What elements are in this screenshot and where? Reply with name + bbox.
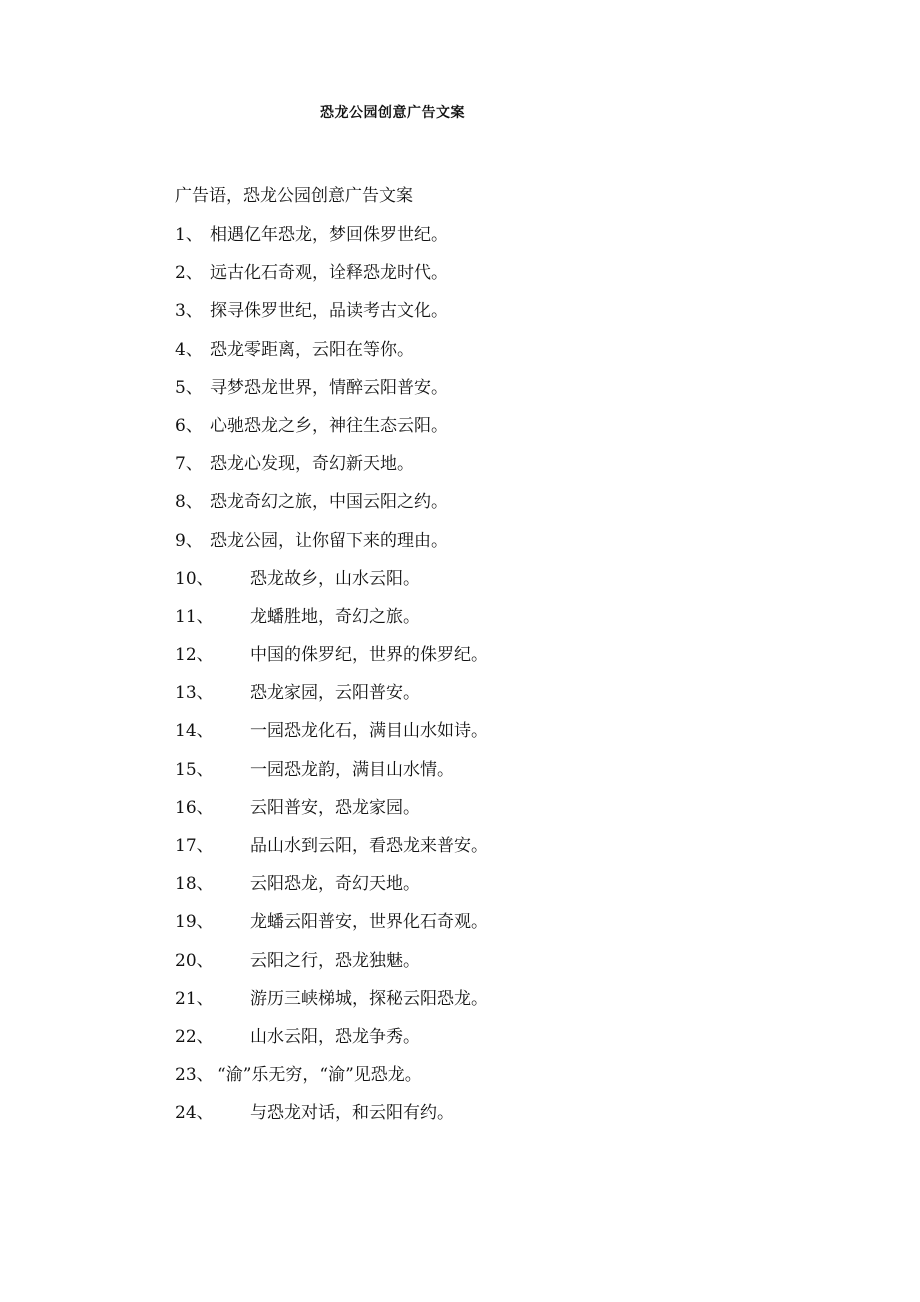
list-item [175,604,488,642]
item-text: 远古化石奇观，诠释恐龙时代。 [210,263,448,284]
list-item [175,757,488,795]
item-text: 一园恐龙韵，满目山水情。 [250,759,454,780]
item-text: 恐龙心发现，奇幻新天地。 [210,454,414,475]
item-text: 云阳之行，恐龙独魅。 [250,950,420,971]
item-text: 中国的侏罗纪，世界的侏罗纪。 [250,645,488,666]
item-text: 龙蟠云阳普安，世界化石奇观。 [250,912,488,933]
list-item [175,489,488,527]
item-number: 22、 [175,1026,214,1047]
item-number: 20、 [175,950,214,971]
item-text: 恐龙家园，云阳普安。 [250,683,420,704]
list-item [175,795,488,833]
list-item [175,222,488,260]
item-text: “渝”乐无穷，“渝”见恐龙。 [217,1065,422,1086]
item-number: 17、 [175,836,214,856]
item-number: 23、 [175,1065,214,1086]
item-text: 相遇亿年恐龙，梦回侏罗世纪。 [210,225,448,245]
item-text: 云阳普安，恐龙家园。 [250,797,420,818]
item-number: 19、 [175,912,214,933]
item-number: 21、 [175,988,214,1009]
list-item [175,451,488,489]
item-number: 1、 [175,225,203,245]
item-number: 9、 [175,530,203,551]
list-item [175,528,488,566]
list-item [175,986,488,1024]
item-number: 7、 [175,454,203,475]
list-item [175,337,488,375]
list-item [175,260,488,298]
item-number: 4、 [175,339,203,360]
list-item [175,1100,488,1138]
list-item [175,871,488,909]
item-number: 18、 [175,874,214,895]
item-text: 恐龙公园，让你留下来的理由。 [210,530,448,551]
item-text: 探寻侏罗世纪，品读考古文化。 [210,301,448,322]
slogan-list [175,222,488,1139]
item-number: 2、 [175,263,203,284]
item-number: 12、 [175,645,214,666]
item-text: 云阳恐龙，奇幻天地。 [250,874,420,895]
list-item [175,833,488,871]
list-item [175,642,488,680]
item-number: 6、 [175,415,203,436]
item-number: 5、 [175,377,203,398]
item-text: 寻梦恐龙世界，情醉云阳普安。 [210,377,448,398]
item-number: 8、 [175,492,203,513]
document-title: 恐龙公园创意广告文案 [320,105,465,121]
item-text: 与恐龙对话，和云阳有约。 [250,1103,454,1124]
list-item [175,948,488,986]
item-text: 心驰恐龙之乡，神往生态云阳。 [210,415,448,436]
item-text: 一园恐龙化石，满目山水如诗。 [250,721,488,742]
item-text: 恐龙故乡，山水云阳。 [250,568,420,589]
item-text: 恐龙零距离，云阳在等你。 [210,339,414,360]
intro-line: 广告语，恐龙公园创意广告文案 [175,186,413,206]
list-item [175,718,488,756]
list-item [175,298,488,336]
item-number: 24、 [175,1103,214,1124]
item-number: 11、 [175,606,214,627]
item-number: 10、 [175,568,214,589]
item-text: 山水云阳，恐龙争秀。 [250,1026,420,1047]
list-item [175,1024,488,1062]
item-number: 15、 [175,759,214,780]
list-item [175,413,488,451]
item-number: 14、 [175,721,214,742]
list-item [175,680,488,718]
list-item [175,909,488,947]
list-item [175,1062,488,1100]
item-text: 品山水到云阳，看恐龙来普安。 [250,836,488,856]
list-item [175,566,488,604]
item-number: 13、 [175,683,214,704]
item-text: 恐龙奇幻之旅，中国云阳之约。 [210,492,448,513]
item-number: 3、 [175,301,203,322]
item-text: 龙蟠胜地，奇幻之旅。 [250,606,420,627]
item-text: 游历三峡梯城，探秘云阳恐龙。 [250,988,488,1009]
item-number: 16、 [175,797,214,818]
list-item [175,375,488,413]
